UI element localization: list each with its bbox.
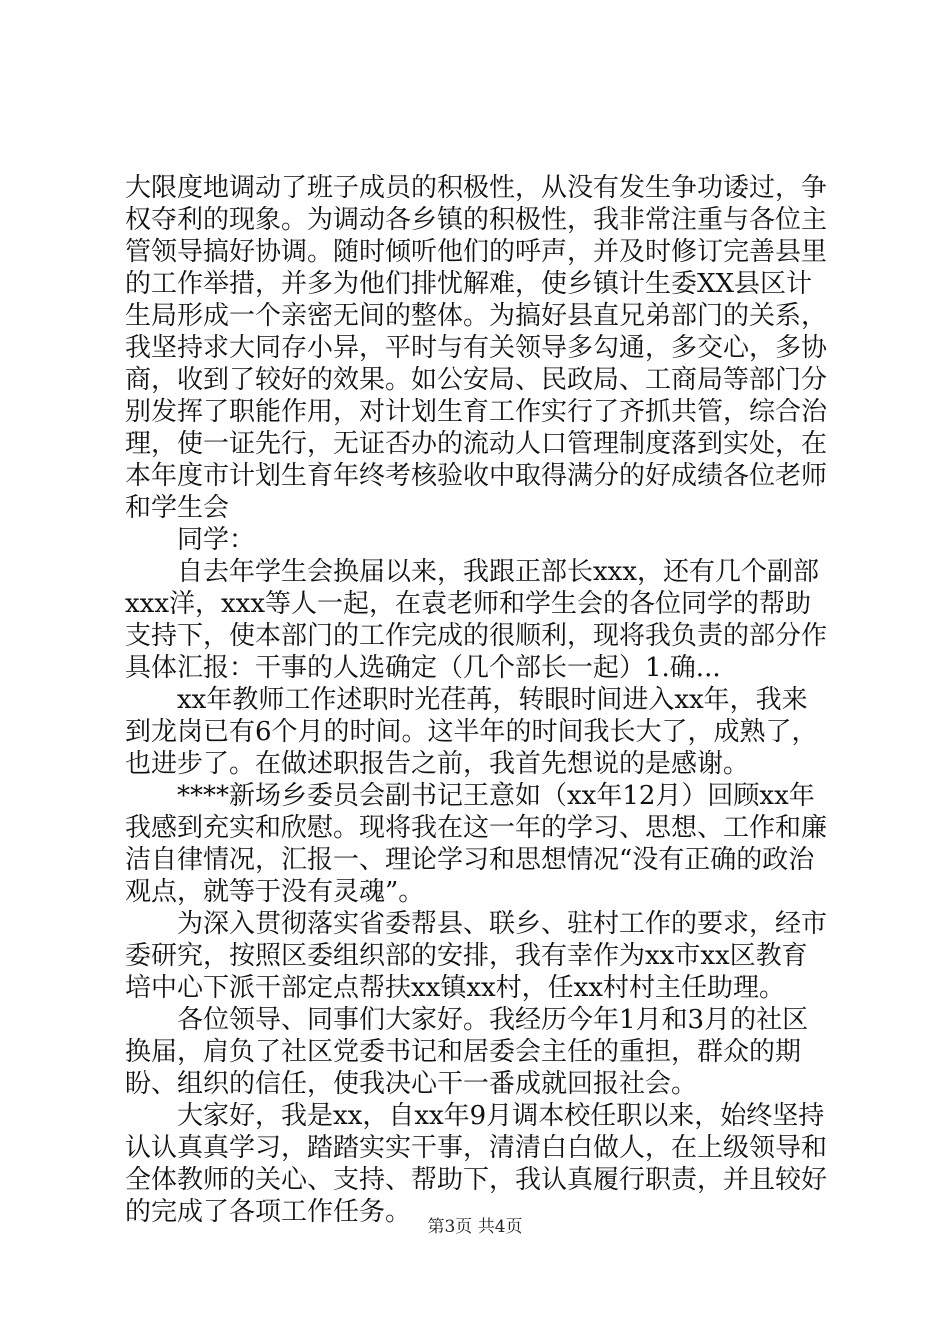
page-number-footer: 第3页 共4页: [427, 1217, 523, 1237]
document-body: [125, 172, 830, 1228]
paragraph-6: 为深入贯彻落实省委帮县、联乡、驻村工作的要求，经市委研究，按照区委组织部的安排，我有幸作为xx市xx区教育培中心下派干部定点帮扶xx镇xx村，任xx村村主任助理。: [125, 909, 828, 1003]
paragraph-1: 大限度地调动了班子成员的积极性，从没有发生争功诿过，争权夺利的现象。为调动各乡镇的积极性，我非常注重与各位主管领导搞好协调。随时倾听他们的呼声，并及时修订完善县里的工作举措，并多为他们排忧解难，使乡镇计生委XX县区计生局形成一个亲密无间的整体。为搞好县直兄弟部门的关系，我坚持求大同存小异，平时与有关领导多勾通，多交心，多协商，收到了较好的效果。如公安局、民政局、工商局等部门分别发挥了职能作用，对计划生育工作实行了齐抓共管，综合治理，使一证先行，无证否办的流动人口管理制度落到实处，在本年度市计划生育年终考核验收中取得满分的好成绩各位老师和学生会: [125, 173, 828, 523]
paragraph-2: 同学：: [177, 525, 256, 555]
paragraph-3: 自去年学生会换届以来，我跟正部长xxx，还有几个副部xxx洋，xxx等人一起，在袁老师和学生会的各位同学的帮助支持下，使本部门的工作完成的很顺利，现将我负责的部分作具体汇报：干事的人选确定（几个部长一起）1.确...: [125, 557, 828, 683]
paragraph-5: ****新场乡委员会副书记王意如（xx年12月）回顾xx年我感到充实和欣慰。现将我在这一年的学习、思想、工作和廉洁自律情况，汇报一、理论学习和思想情况“没有正确的政治观点，就等于没有灵魂”。: [125, 781, 828, 907]
paragraph-8: 大家好，我是xx，自xx年9月调本校任职以来，始终坚持认认真真学习，踏踏实实干事，清清白白做人，在上级领导和全体教师的关心、支持、帮助下，我认真履行职责，并且较好的完成了各项工作任务。: [125, 1101, 828, 1227]
paragraph-4: xx年教师工作述职时光荏苒，转眼时间进入xx年，我来到龙岗已有6个月的时间。这半年的时间我长大了，成熟了，也进步了。在做述职报告之前，我首先想说的是感谢。: [125, 685, 818, 779]
paragraph-7: 各位领导、同事们大家好。我经历今年1月和3月的社区换届，肩负了社区党委书记和居委会主任的重担，群众的期盼、组织的信任，使我决心干一番成就回报社会。: [125, 1005, 809, 1099]
